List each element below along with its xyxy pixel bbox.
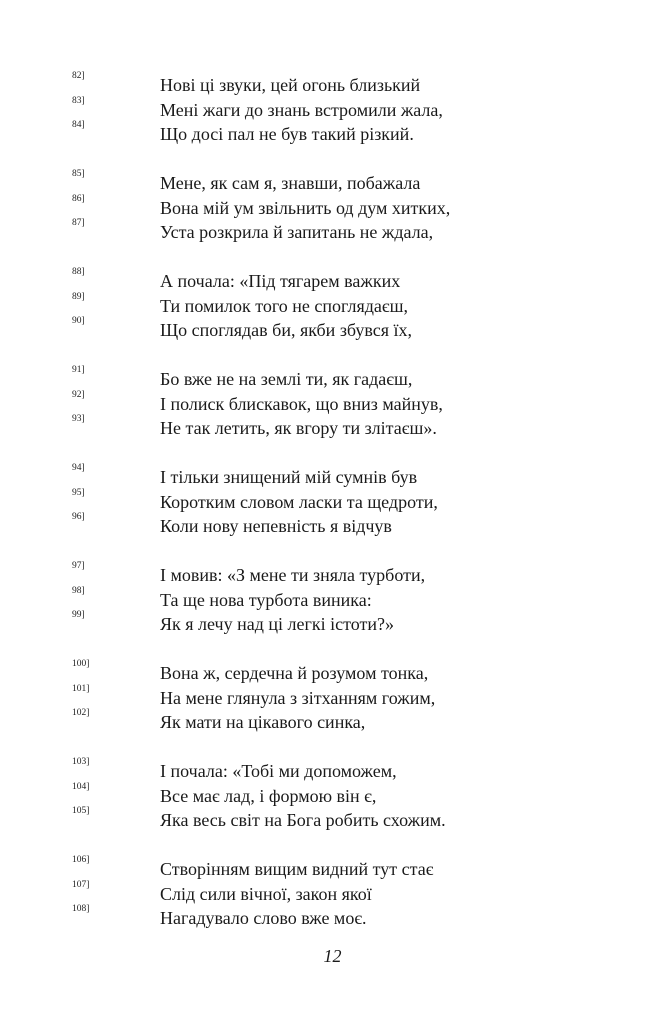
- verse-text: Мене, як сам я, знавши, побажала: [160, 173, 421, 193]
- verse-line: [0, 757, 665, 785]
- verse-text: Все має лад, і формою він є,: [160, 785, 377, 806]
- stanza: [0, 757, 665, 834]
- stanza: [0, 365, 665, 442]
- verse-line: [0, 218, 665, 246]
- line-number: 82]: [72, 71, 85, 81]
- line-number: 95]: [72, 487, 85, 498]
- line-number: 85]: [72, 169, 85, 179]
- stanza: [0, 169, 665, 246]
- verse-line: [0, 904, 665, 932]
- line-number: 102]: [72, 708, 90, 718]
- verse-line: [0, 95, 665, 124]
- line-number: 105]: [72, 806, 90, 816]
- stanza: [0, 463, 665, 540]
- verse-line: [0, 512, 665, 540]
- verse-line: [0, 487, 665, 516]
- verse-text: І тільки знищений мій сумнів був: [160, 467, 418, 487]
- line-number: 104]: [72, 781, 90, 792]
- line-number: 83]: [72, 95, 85, 106]
- verse-line: [0, 291, 665, 320]
- verse-text: І мовив: «З мене ти зняла турботи,: [160, 565, 426, 585]
- verse-text: Бо вже не на землі ти, як гадаєш,: [160, 369, 413, 389]
- line-number: 88]: [72, 267, 85, 277]
- verse-line: [0, 120, 665, 148]
- stanza: [0, 71, 665, 148]
- verse-line: [0, 316, 665, 344]
- stanza: [0, 659, 665, 736]
- verse-text: Вона мій ум звільнить од дум хитких,: [160, 197, 451, 218]
- verse-line: [0, 169, 665, 197]
- verse-text: Коли нову непевність я відчув: [160, 516, 392, 536]
- verse-text: Та ще нова турбота виника:: [160, 589, 372, 610]
- line-number: 87]: [72, 218, 85, 228]
- line-number: 92]: [72, 389, 85, 400]
- verse-line: [0, 71, 665, 99]
- verse-text: Слід сили вічної, закон якої: [160, 883, 372, 904]
- verse-line: [0, 659, 665, 687]
- verse-text: Ти помилок того не споглядаєш,: [160, 295, 408, 316]
- line-number: 101]: [72, 683, 90, 694]
- verse-text: Як мати на цікавого синка,: [160, 712, 366, 732]
- line-number: 99]: [72, 610, 85, 620]
- line-number: 96]: [72, 512, 85, 522]
- line-number: 86]: [72, 193, 85, 204]
- verse-line: [0, 389, 665, 418]
- verse-line: [0, 267, 665, 295]
- verse-text: Що досі пал не був такий різкий.: [160, 124, 414, 144]
- line-number: 94]: [72, 463, 85, 473]
- stanza: [0, 561, 665, 638]
- verse-text: Нові ці звуки, цей огонь близький: [160, 75, 421, 95]
- verse-text: Мені жаги до знань встромили жала,: [160, 99, 443, 120]
- verse-line: [0, 683, 665, 712]
- verse-line: [0, 585, 665, 614]
- verse-line: [0, 610, 665, 638]
- verse-line: [0, 879, 665, 908]
- line-number: 91]: [72, 365, 85, 375]
- verse-text: І почала: «Тобі ми допоможем,: [160, 761, 397, 781]
- verse-line: [0, 708, 665, 736]
- verse-text: І полиск блискавок, що вниз майнув,: [160, 393, 443, 414]
- verse-line: [0, 414, 665, 442]
- verse-text: Яка весь світ на Бога робить схожим.: [160, 810, 446, 830]
- verse-text: Створінням вищим видний тут стає: [160, 859, 434, 879]
- line-number: 98]: [72, 585, 85, 596]
- line-number: 106]: [72, 855, 90, 865]
- line-number: 108]: [72, 904, 90, 914]
- line-number: 97]: [72, 561, 85, 571]
- line-number: 107]: [72, 879, 90, 890]
- verse-text: Нагадувало слово вже моє.: [160, 908, 367, 928]
- verse-text: Що споглядав би, якби збувся їх,: [160, 320, 413, 340]
- verse-text: На мене глянула з зітханням гожим,: [160, 687, 436, 708]
- line-number: 84]: [72, 120, 85, 130]
- verse-text: Як я лечу над ці легкі істоти?»: [160, 614, 394, 634]
- stanza: [0, 267, 665, 344]
- verse-line: [0, 855, 665, 883]
- verse-line: [0, 463, 665, 491]
- verse-text: Вона ж, сердечна й розумом тонка,: [160, 663, 429, 683]
- verse-line: [0, 781, 665, 810]
- verse-text: А почала: «Під тягарем важких: [160, 271, 401, 291]
- verse-line: [0, 365, 665, 393]
- verse-line: [0, 561, 665, 589]
- page-number: 12: [323, 946, 342, 966]
- verse-line: [0, 806, 665, 834]
- verse-line: [0, 193, 665, 222]
- line-number: 93]: [72, 414, 85, 424]
- line-number: 90]: [72, 316, 85, 326]
- verse-text: Не так летить, як вгору ти злітаєш».: [160, 418, 437, 438]
- line-number: 100]: [72, 659, 90, 669]
- verse-text: Коротким словом ласки та щедроти,: [160, 491, 438, 512]
- stanza: [0, 855, 665, 932]
- line-number: 89]: [72, 291, 85, 302]
- verse-text: Уста розкрила й запитань не ждала,: [160, 222, 434, 242]
- line-number: 103]: [72, 757, 90, 767]
